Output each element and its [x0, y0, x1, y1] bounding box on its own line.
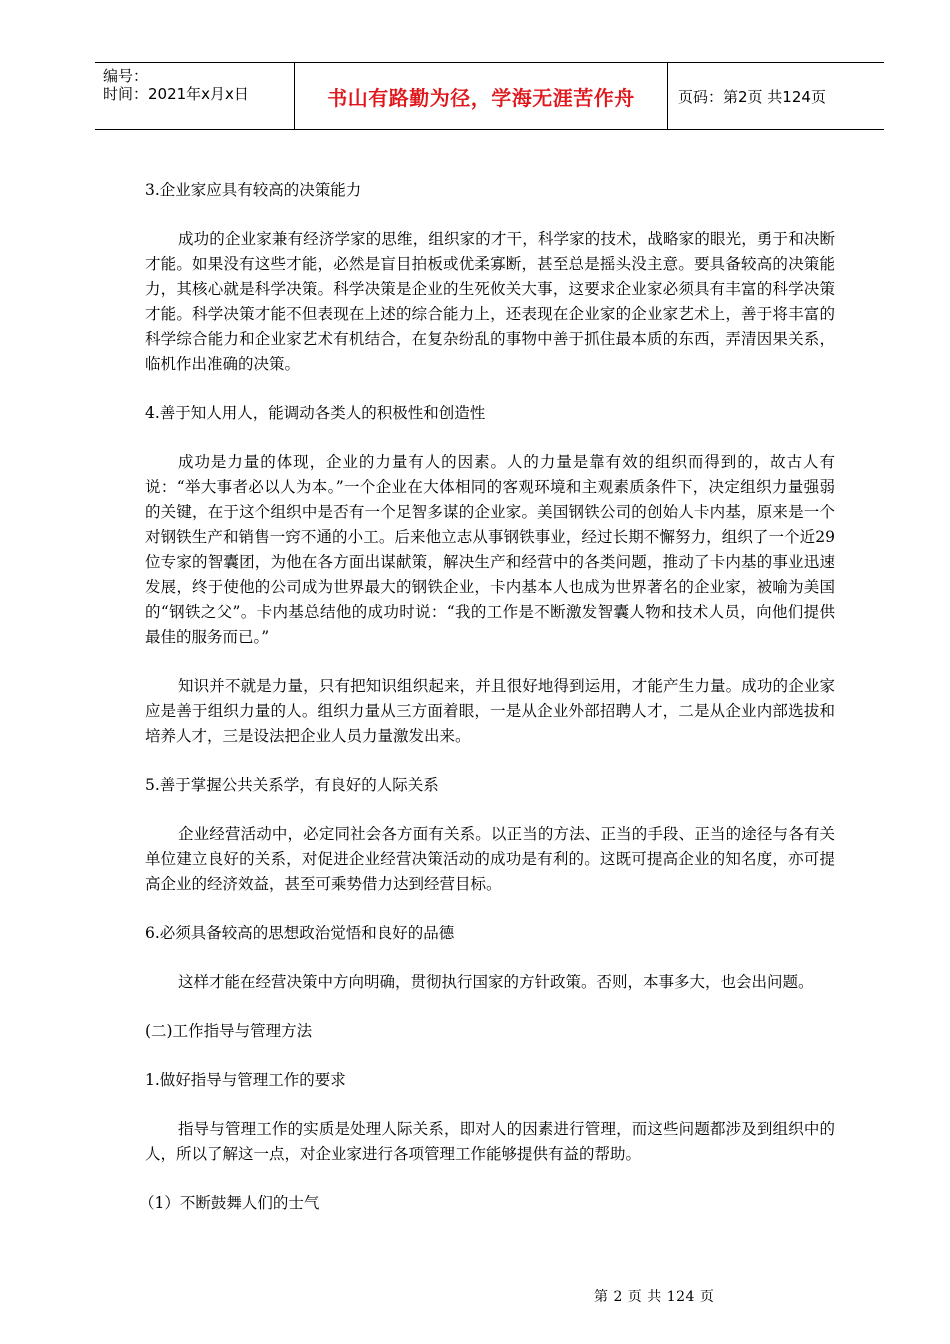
header-page-info: 页码：第2页 共124页 — [678, 87, 826, 106]
paragraph: 知识并不就是力量，只有把知识组织起来，并且很好地得到运用，才能产生力量。成功的企业家应是善于组织力量的人。组织力量从三方面着眼，一是从企业外部招聘人才，二是从企业内部选拔和培养人才，三是设法把企业人员力量激发出来。 — [145, 677, 835, 745]
section-heading: 5.善于掌握公共关系学，有良好的人际关系 — [145, 776, 439, 794]
section-heading: （1）不断鼓舞人们的士气 — [139, 1194, 320, 1212]
document-time: 时间：2021年x月x日 — [103, 85, 249, 103]
page-header — [95, 62, 884, 130]
document-body — [139, 178, 835, 1240]
section-heading: 1.做好指导与管理工作的要求 — [145, 1071, 346, 1089]
paragraph: 企业经营活动中，必定同社会各方面有关系。以正当的方法、正当的手段、正当的途径与各有关单位建立良好的关系，对促进企业经营决策活动的成功是有利的。这既可提高企业的知名度，亦可提高企业的经济效益，甚至可乘势借力达到经营目标。 — [145, 825, 835, 893]
paragraph: 指导与管理工作的实质是处理人际关系，即对人的因素进行管理，而这些问题都涉及到组织中的人，所以了解这一点，对企业家进行各项管理工作能够提供有益的帮助。 — [145, 1120, 835, 1163]
section-heading: (二)工作指导与管理方法 — [145, 1022, 313, 1040]
section-heading: 4.善于知人用人，能调动各类人的积极性和创造性 — [145, 404, 486, 422]
section-heading: 6.必须具备较高的思想政治觉悟和良好的品德 — [145, 924, 455, 942]
section-heading: 3.企业家应具有较高的决策能力 — [145, 181, 362, 199]
header-meta — [95, 63, 295, 129]
page-footer: 第 2 页 共 124 页 — [594, 1289, 715, 1305]
paragraph: 成功的企业家兼有经济学家的思维，组织家的才干，科学家的技术，战略家的眼光，勇于和决断才能。如果没有这些才能，必然是盲目拍板或优柔寡断，甚至总是摇头没主意。要具备较高的决策能力，其核心就是科学决策。科学决策是企业的生死攸关大事，这要求企业家必须具有丰富的科学决策才能。科学决策才能不但表现在上述的综合能力上，还表现在企业家的企业家艺术上，善于将丰富的科学综合能力和企业家艺术有机结合，在复杂纷乱的事物中善于抓住最本质的东西，弄清因果关系，临机作出准确的决策。 — [145, 230, 835, 373]
paragraph: 这样才能在经营决策中方向明确，贯彻执行国家的方针政策。否则，本事多大，也会出问题。 — [178, 973, 814, 991]
document-number-label: 编号： — [103, 67, 149, 85]
header-motto: 书山有路勤为径，学海无涯苦作舟 — [295, 63, 668, 129]
paragraph: 成功是力量的体现，企业的力量有人的因素。人的力量是靠有效的组织而得到的，故古人有说：“举大事者必以人为本。”一个企业在大体相同的客观环境和主观素质条件下，决定组织力量强弱的关键，在于这个组织中是否有一个足智多谋的企业家。美国钢铁公司的创始人卡内基，原来是一个对钢铁生产和销售一窍不通的小工。后来他立志从事钢铁事业，经过长期不懈努力，组织了一个近29位专家的智囊团，为他在各方面出谋献策，解决生产和经营中的各类问题，推动了卡内基的事业迅速发展，终于使他的公司成为世界最大的钢铁企业，卡内基本人也成为世界著名的企业家，被喻为美国的“钢铁之父”。卡内基总结他的成功时说：“我的工作是不断激发智囊人物和技术人员，向他们提供最佳的服务而已。” — [145, 453, 835, 646]
